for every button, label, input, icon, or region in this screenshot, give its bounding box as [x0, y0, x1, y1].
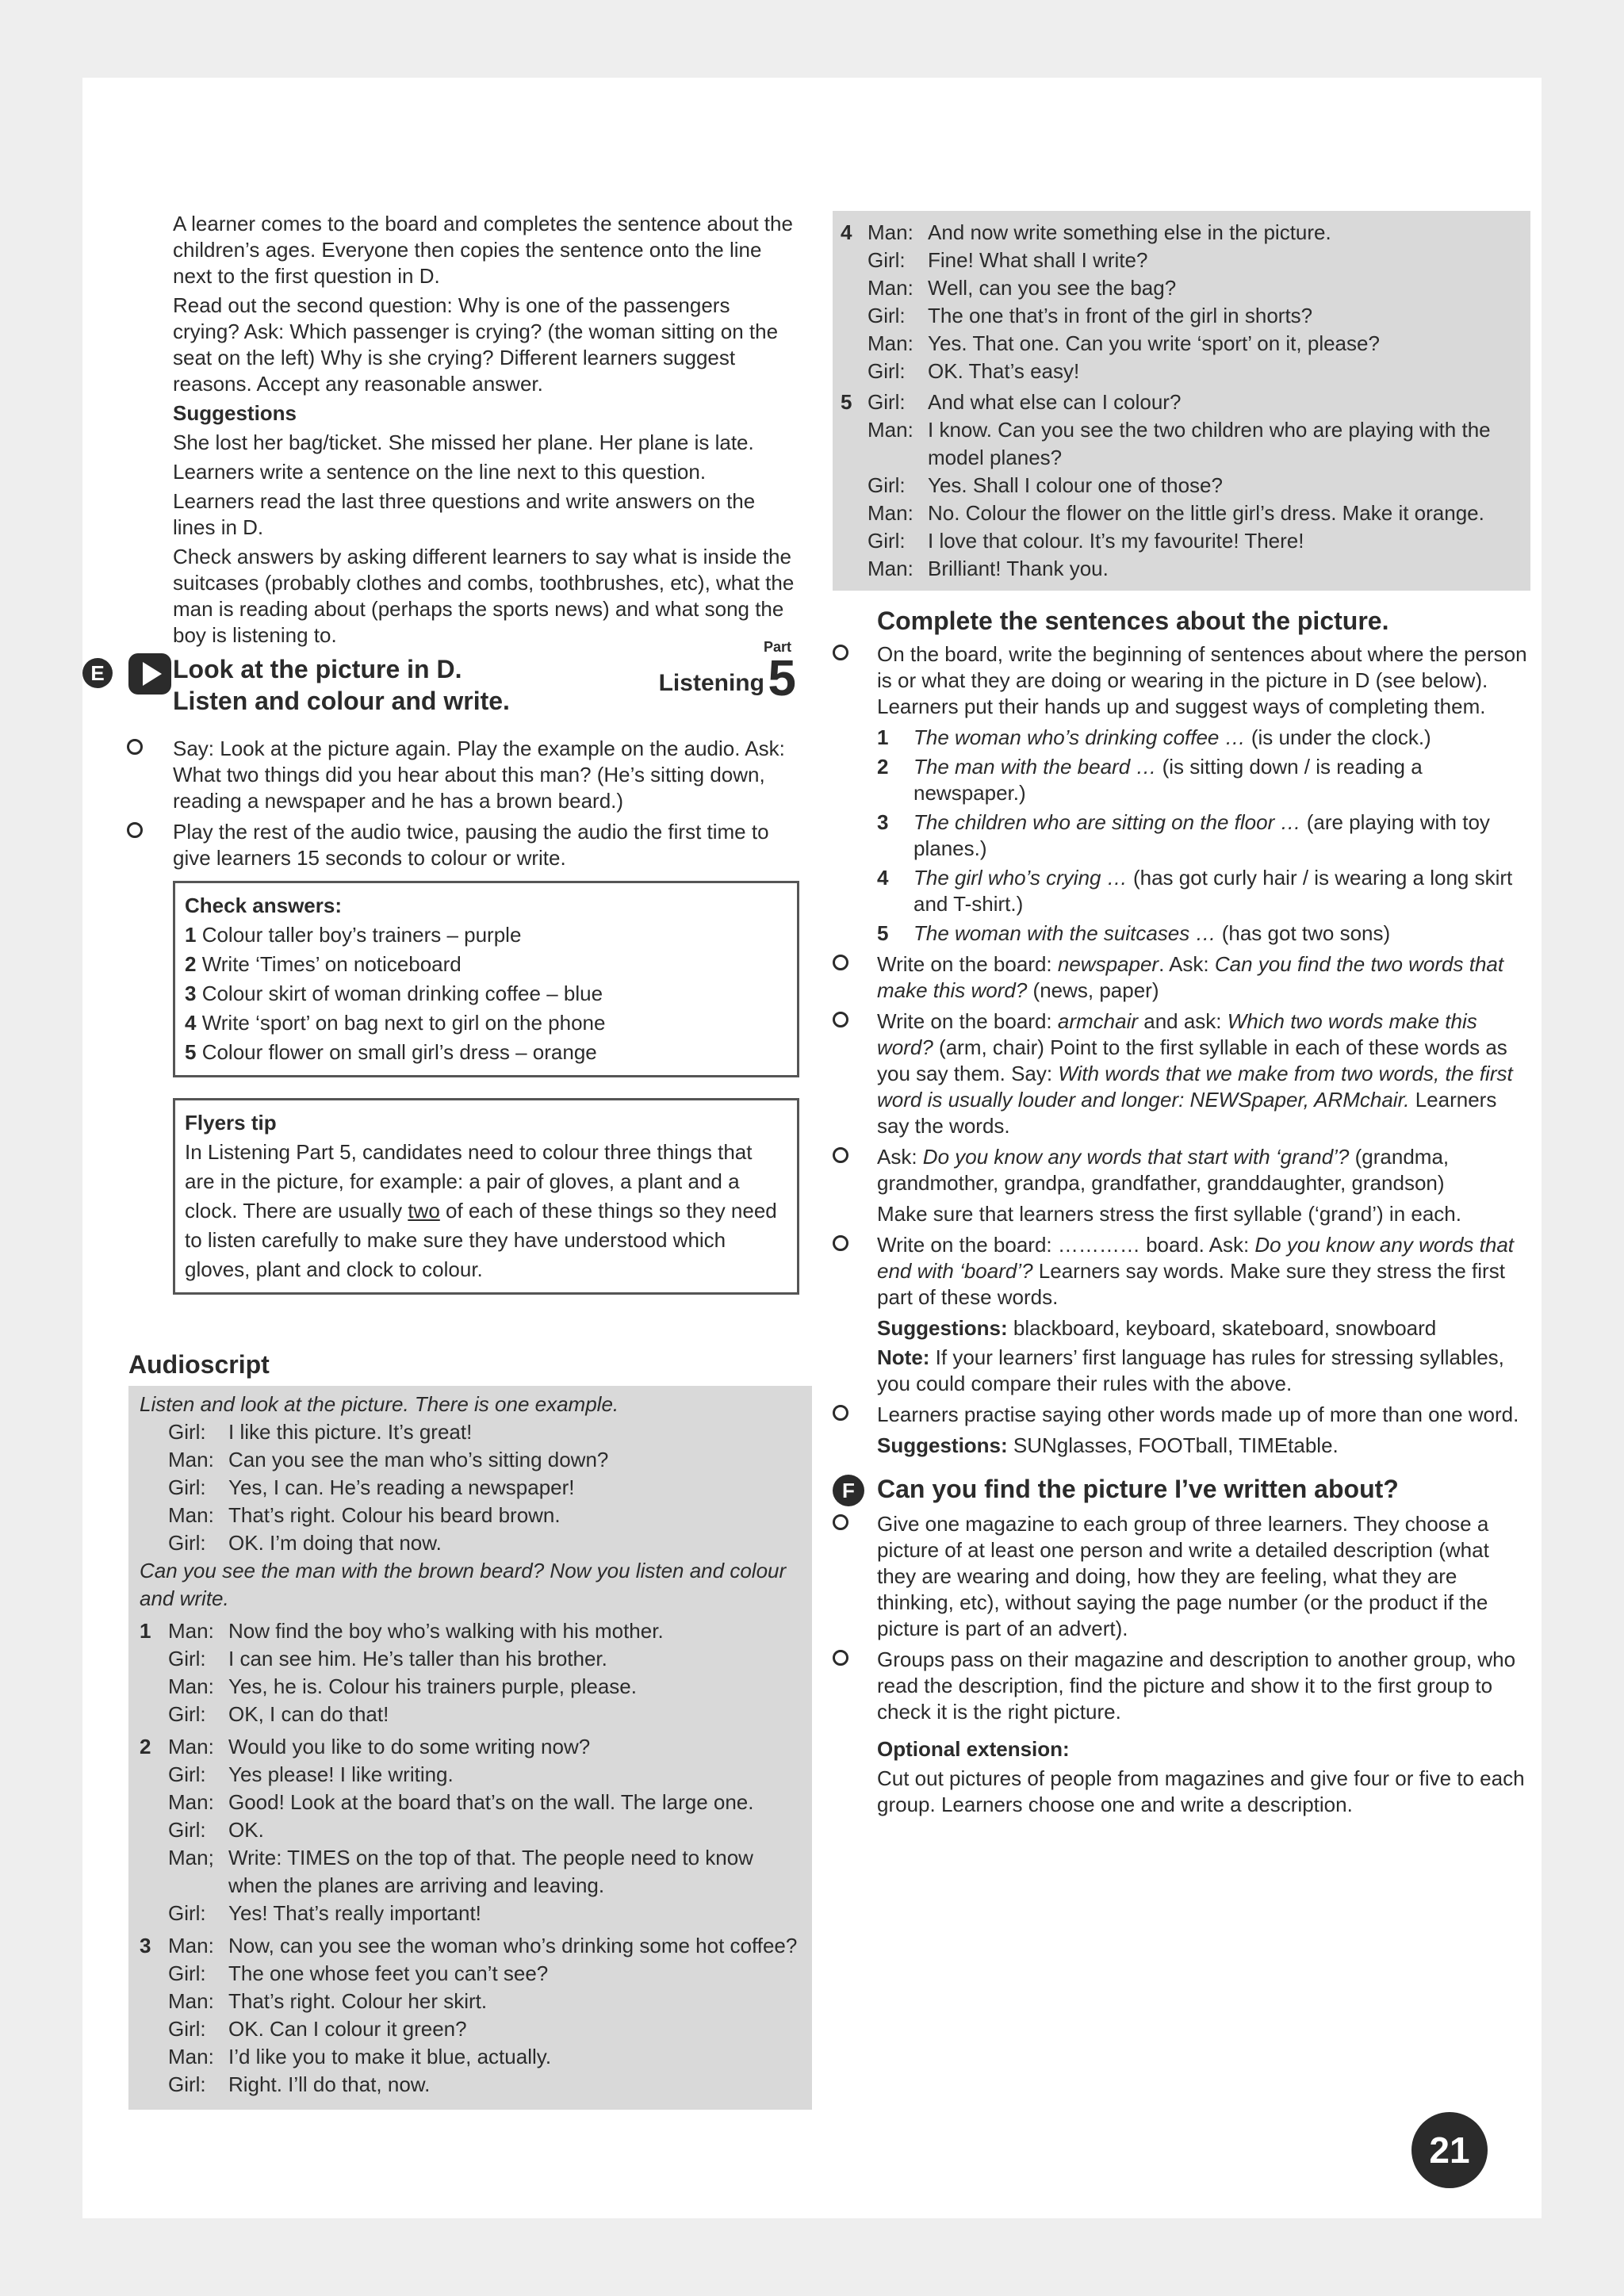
- check-answer-item: [185, 950, 787, 979]
- part-number: 5: [768, 649, 796, 706]
- speaker-label: Girl:: [868, 304, 906, 327]
- check-answer-number: 1: [185, 923, 197, 947]
- bullet-icon: [833, 1012, 848, 1027]
- dialogue-number: [140, 2071, 168, 2099]
- dialogue-number: [140, 1529, 168, 1557]
- page-number: 21: [1411, 2112, 1488, 2188]
- instruction-bullet: Write on the board: ………… board. Ask: Do you know any words that end with ‘board’? Learners say words. Make sure they stress the first part of these words.: [833, 1232, 1530, 1311]
- dialogue-text: Would you like to do some writing now?: [228, 1735, 591, 1758]
- instruction-bullet: Groups pass on their magazine and description to another group, who read the description, find the picture and show it to the first group to check it is the right picture.: [833, 1647, 1530, 1725]
- dialogue-number: [841, 555, 868, 583]
- sentence-item: [877, 809, 1530, 862]
- dialogue-line: [841, 330, 1522, 358]
- dialogue-text: I like this picture. It’s great!: [228, 1420, 473, 1444]
- instruction-bullet: Say: Look at the picture again. Play the example on the audio. Ask: What two things did you hear about this man? (He’s sitting down, reading a newspaper and he has a brown beard.): [82, 736, 796, 814]
- speaker-label: Man:: [168, 1934, 214, 1957]
- dialogue-text: OK.: [228, 1818, 264, 1842]
- dialogue-line: [140, 1529, 802, 1557]
- dialogue-text: I can see him. He’s taller than his brother.: [228, 1647, 607, 1670]
- check-answer-text: Colour taller boy’s trainers – purple: [196, 923, 522, 947]
- dialogue-line: [140, 1960, 802, 1988]
- dialogue-line: [140, 2071, 802, 2099]
- dialogue-number: [841, 416, 868, 472]
- audioscript-continued: [833, 211, 1530, 591]
- check-answer-text: Colour skirt of woman drinking coffee – blue: [196, 982, 603, 1005]
- speaker-label: Girl:: [168, 1531, 206, 1555]
- optional-extension-label: Optional extension:: [877, 1737, 1070, 1761]
- dialogue-number: [140, 1960, 168, 1988]
- speaker-label: Man:: [168, 1989, 214, 2013]
- instruction-bullet: Play the rest of the audio twice, pausing the audio the first time to give learners 15 seconds to colour or write.: [82, 819, 796, 871]
- stress-note: Make sure that learners stress the first syllable (‘grand’) in each.: [877, 1202, 1461, 1226]
- speaker-label: Girl:: [168, 1475, 206, 1499]
- dialogue-number: [841, 330, 868, 358]
- speaker-label: Girl:: [168, 1762, 206, 1786]
- dialogue-text: Can you see the man who’s sitting down?: [228, 1448, 609, 1471]
- speaker-label: Man:: [868, 220, 914, 244]
- dialogue-text: Yes, I can. He’s reading a newspaper!: [228, 1475, 575, 1499]
- dialogue-line: [841, 219, 1522, 247]
- sentence-text: The man with the beard … (is sitting down / is reading a newspaper.): [914, 755, 1423, 805]
- part-small-label: Part: [763, 639, 791, 655]
- dialogue-text: Right. I’ll do that, now.: [228, 2072, 431, 2096]
- check-answers-title: Check answers:: [185, 894, 342, 917]
- dialogue-number: 1: [140, 1619, 151, 1643]
- instruction-paragraph: Learners write a sentence on the line next to this question.: [173, 460, 707, 484]
- speaker-label: Girl:: [868, 529, 906, 553]
- sentence-number: 5: [877, 921, 889, 945]
- dialogue-line: [140, 1932, 802, 1960]
- bullet-icon: [127, 739, 143, 755]
- dialogue-block: [841, 388, 1522, 583]
- instruction-bullet: Ask: Do you know any words that start with ‘grand’? (grandma, grandmother, grandpa, grandfather, granddaughter, grandson): [833, 1144, 1530, 1196]
- bullet-icon: [833, 1405, 848, 1421]
- dialogue-block: [841, 219, 1522, 385]
- dialogue-line: [841, 358, 1522, 385]
- dialogue-number: [140, 1673, 168, 1701]
- dialogue-text: OK. I’m doing that now.: [228, 1531, 442, 1555]
- section-e-title: Look at the picture in D.: [173, 655, 462, 683]
- check-answer-number: 5: [185, 1040, 197, 1064]
- audioscript-box: [128, 1386, 812, 2110]
- dialogue-text: The one that’s in front of the girl in shorts?: [928, 304, 1313, 327]
- right-column: [833, 211, 1530, 1821]
- bullet-icon: [833, 1514, 848, 1530]
- speaker-label: Girl:: [168, 1647, 206, 1670]
- dialogue-number: [841, 274, 868, 302]
- speaker-label: Man:: [868, 418, 914, 442]
- bullet-icon: [833, 1650, 848, 1666]
- dialogue-text: OK. Can I colour it green?: [228, 2017, 467, 2041]
- check-answer-number: 4: [185, 1011, 197, 1035]
- check-answer-number: 3: [185, 982, 197, 1005]
- speaker-label: Girl:: [868, 248, 906, 272]
- dialogue-number: [140, 1900, 168, 1927]
- dialogue-line: [841, 388, 1522, 416]
- dialogue-text: Yes. Shall I colour one of those?: [928, 473, 1223, 497]
- bullet-icon: [833, 1147, 848, 1163]
- dialogue-line: [841, 274, 1522, 302]
- sentence-text: The girl who’s crying … (has got curly hair / is wearing a long skirt and T-shirt.): [914, 866, 1513, 916]
- note-line: Note: If your learners’ first language has rules for stressing syllables, you could compare their rules with the above.: [877, 1345, 1504, 1395]
- dialogue-number: [140, 1844, 168, 1900]
- dialogue-number: [841, 302, 868, 330]
- audioscript-intro-2: Can you see the man with the brown beard? Now you listen and colour and write.: [140, 1559, 787, 1610]
- dialogue-text: Yes! That’s really important!: [228, 1901, 481, 1925]
- sentence-item: [877, 865, 1530, 917]
- dialogue-text: Brilliant! Thank you.: [928, 557, 1109, 580]
- sentence-list: [877, 725, 1530, 947]
- dialogue-block: [140, 1733, 802, 1927]
- check-answers-box: [173, 881, 799, 1077]
- dialogue-line: [140, 1844, 802, 1900]
- dialogue-line: [140, 2015, 802, 2043]
- flyers-tip-box: [173, 1098, 799, 1295]
- sentence-number: 3: [877, 810, 889, 834]
- dialogue-text: Yes please! I like writing.: [228, 1762, 454, 1786]
- dialogue-text: Yes. That one. Can you write ‘sport’ on it, please?: [928, 331, 1380, 355]
- sentence-item: [877, 920, 1530, 947]
- dialogue-block: [140, 1617, 802, 1728]
- dialogue-text: OK. That’s easy!: [928, 359, 1080, 383]
- dialogue-number: [841, 472, 868, 499]
- dialogue-text: OK, I can do that!: [228, 1702, 389, 1726]
- dialogue-number: [140, 1988, 168, 2015]
- instruction-paragraph: Learners read the last three questions and write answers on the lines in D.: [173, 489, 756, 539]
- flyers-tip-text: In Listening Part 5, candidates need to colour three things that are in the picture, for example: a pair of gloves, a plant and a clock. There are usually two of each of these things so they need to listen carefully to make sure they have understood which gloves, plant and clock to colour.: [185, 1140, 777, 1281]
- sentence-item: [877, 754, 1530, 806]
- sentence-number: 1: [877, 725, 889, 749]
- dialogue-text: Well, can you see the bag?: [928, 276, 1177, 300]
- section-f-badge: F: [833, 1475, 864, 1506]
- dialogue-line: [140, 1900, 802, 1927]
- dialogue-line: [140, 1733, 802, 1761]
- speaker-label: Man:: [168, 1619, 214, 1643]
- check-answer-item: [185, 1038, 787, 1067]
- speaker-label: Man;: [168, 1846, 214, 1869]
- instruction-bullet: Give one magazine to each group of three learners. They choose a picture of at least one person and write a detailed description (what they are wearing and doing, how they are feeling, what they are thinking, etc), without saying the page number (or the product if the picture is part of an advert).: [833, 1511, 1530, 1642]
- dialogue-block: [140, 1932, 802, 2099]
- speaker-label: Girl:: [868, 473, 906, 497]
- dialogue-text: Now, can you see the woman who’s drinking some hot coffee?: [228, 1934, 798, 1957]
- dialogue-line: [841, 499, 1522, 527]
- dialogue-line: [140, 1761, 802, 1789]
- dialogue-line: [140, 1701, 802, 1728]
- speaker-label: Girl:: [168, 2072, 206, 2096]
- speaker-label: Girl:: [868, 359, 906, 383]
- check-answer-text: Colour flower on small girl’s dress – orange: [196, 1040, 597, 1064]
- dialogue-line: [140, 1645, 802, 1673]
- check-answer-number: 2: [185, 952, 197, 976]
- dialogue-line: [841, 555, 1522, 583]
- dialogue-text: Now find the boy who’s walking with his mother.: [228, 1619, 664, 1643]
- dialogue-number: [841, 499, 868, 527]
- dialogue-line: [140, 1474, 802, 1502]
- dialogue-line: [140, 1789, 802, 1816]
- audioscript-dialogues: [140, 1617, 802, 2099]
- dialogue-line: [140, 1617, 802, 1645]
- dialogue-number: 2: [140, 1735, 151, 1758]
- dialogue-number: [140, 1789, 168, 1816]
- speaker-label: Girl:: [168, 1901, 206, 1925]
- dialogue-text: That’s right. Colour his beard brown.: [228, 1503, 561, 1527]
- instruction-paragraph: Check answers by asking different learners to say what is inside the suitcases (probably clothes and combs, toothbrushes, etc), what the man is reading about (perhaps the sports news) and what song the boy is listening to.: [173, 545, 795, 647]
- speaker-label: Man:: [168, 1674, 214, 1698]
- suggestions-line: Suggestions: blackboard, keyboard, skateboard, snowboard: [877, 1316, 1437, 1340]
- dialogue-line: [140, 1673, 802, 1701]
- speaker-label: Girl:: [168, 1818, 206, 1842]
- speaker-label: Man:: [868, 276, 914, 300]
- suggestions-label: Suggestions: [173, 401, 297, 425]
- dialogue-number: [140, 1761, 168, 1789]
- section-f-title: Can you find the picture I’ve written about?: [877, 1475, 1399, 1503]
- suggestions-text: She lost her bag/ticket. She missed her plane. Her plane is late.: [173, 430, 754, 454]
- speaker-label: Girl:: [168, 1702, 206, 1726]
- audioscript-intro: Listen and look at the picture. There is one example.: [140, 1392, 619, 1416]
- check-answer-item: [185, 1008, 787, 1038]
- second-question-paragraph: Read out the second question: Why is one of the passengers crying? Ask: Which passenger is crying? (the woman sitting on the seat on the left) Why is she crying? Different learners suggest reasons. Accept any reasonable answer.: [173, 293, 779, 396]
- instruction-bullet: Write on the board: newspaper. Ask: Can you find the two words that make this word? (news, paper): [833, 951, 1530, 1004]
- dialogue-number: [140, 1816, 168, 1844]
- instruction-bullet: Learners practise saying other words made up of more than one word.: [833, 1402, 1530, 1428]
- speaker-label: Girl:: [168, 2017, 206, 2041]
- dialogue-text: Write: TIMES on the top of that. The people need to know when the planes are arriving and leaving.: [228, 1846, 753, 1897]
- dialogue-line: [841, 302, 1522, 330]
- dialogue-text: No. Colour the flower on the little girl’s dress. Make it orange.: [928, 501, 1484, 525]
- instruction-bullet: On the board, write the beginning of sentences about where the person is or what they are doing or wearing in the picture in D (see below). Learners put their hands up and suggest ways of completing them.: [833, 641, 1530, 720]
- section-e-subtitle: Listen and colour and write.: [173, 687, 510, 715]
- dialogue-number: [841, 358, 868, 385]
- dialogue-number: [140, 1418, 168, 1446]
- sentence-number: 4: [877, 866, 889, 890]
- dialogue-text: That’s right. Colour her skirt.: [228, 1989, 488, 2013]
- dialogue-number: 3: [140, 1934, 151, 1957]
- dialogue-number: [140, 1502, 168, 1529]
- check-answer-item: [185, 979, 787, 1008]
- instruction-bullet: Write on the board: armchair and ask: Which two words make this word? (arm, chair) Point to the first syllable in each of these words as you say them. Say: With words that we make from two words, the first word is usually louder and longer: NEWSpaper, ARMchair. Learners say the words.: [833, 1008, 1530, 1139]
- listening-part-label: [658, 639, 796, 706]
- bullet-icon: [127, 822, 143, 838]
- dialogue-line: [140, 2043, 802, 2071]
- play-icon[interactable]: [128, 653, 171, 695]
- dialogue-number: [140, 1474, 168, 1502]
- dialogue-number: [140, 2015, 168, 2043]
- speaker-label: Man:: [868, 501, 914, 525]
- optional-extension-text: Cut out pictures of people from magazines and give four or five to each group. Learners choose one and write a description.: [877, 1766, 1525, 1816]
- bullet-icon: [833, 1235, 848, 1251]
- check-answers-list: [185, 920, 787, 1067]
- dialogue-line: [140, 1446, 802, 1474]
- speaker-label: Man:: [168, 1790, 214, 1814]
- dialogue-text: And now write something else in the picture.: [928, 220, 1331, 244]
- check-answer-item: [185, 920, 787, 950]
- dialogue-line: [140, 1816, 802, 1844]
- dialogue-number: [841, 527, 868, 555]
- dialogue-number: [140, 2043, 168, 2071]
- complete-sentences-heading: Complete the sentences about the picture.: [877, 607, 1389, 635]
- speaker-label: Man:: [168, 2045, 214, 2068]
- dialogue-number: [841, 247, 868, 274]
- dialogue-number: [140, 1645, 168, 1673]
- dialogue-line: [841, 472, 1522, 499]
- sentence-text: The woman with the suitcases … (has got two sons): [914, 921, 1391, 945]
- listening-label: Listening: [658, 670, 764, 696]
- sentence-item: [877, 725, 1530, 751]
- audioscript-heading: Audioscript: [128, 1350, 270, 1379]
- check-answer-text: Write ‘sport’ on bag next to girl on the phone: [196, 1011, 606, 1035]
- bullet-icon: [833, 645, 848, 660]
- suggestions-line: Suggestions: SUNglasses, FOOTball, TIMEtable.: [877, 1433, 1339, 1457]
- dialogue-text: Good! Look at the board that’s on the wall. The large one.: [228, 1790, 754, 1814]
- dialogue-text: I’d like you to make it blue, actually.: [228, 2045, 552, 2068]
- dialogue-number: [140, 1701, 168, 1728]
- dialogue-line: [140, 1418, 802, 1446]
- intro-paragraph: A learner comes to the board and completes the sentence about the children’s ages. Everyone then copies the sentence onto the line next to the first question in D.: [173, 212, 793, 288]
- flyers-tip-title: Flyers tip: [185, 1111, 277, 1135]
- sentence-number: 2: [877, 755, 889, 779]
- dialogue-line: [140, 1988, 802, 2015]
- dialogue-text: The one whose feet you can’t see?: [228, 1961, 549, 1985]
- dialogue-number: 5: [841, 390, 852, 414]
- dialogue-line: [841, 247, 1522, 274]
- example-dialogue: [140, 1418, 802, 1557]
- dialogue-text: I know. Can you see the two children who are playing with the model planes?: [928, 418, 1491, 469]
- speaker-label: Man:: [868, 557, 914, 580]
- dialogue-number: 4: [841, 220, 852, 244]
- sentence-text: The children who are sitting on the floor … (are playing with toy planes.): [914, 810, 1490, 860]
- dialogue-text: Fine! What shall I write?: [928, 248, 1148, 272]
- speaker-label: Man:: [168, 1448, 214, 1471]
- section-f-header: [833, 1473, 1530, 1505]
- speaker-label: Man:: [168, 1735, 214, 1758]
- speaker-label: Man:: [868, 331, 914, 355]
- dialogue-line: [841, 527, 1522, 555]
- check-answer-text: Write ‘Times’ on noticeboard: [196, 952, 462, 976]
- speaker-label: Girl:: [168, 1420, 206, 1444]
- speaker-label: Man:: [168, 1503, 214, 1527]
- dialogue-text: Yes, he is. Colour his trainers purple, please.: [228, 1674, 637, 1698]
- bullet-icon: [833, 955, 848, 970]
- speaker-label: Girl:: [168, 1961, 206, 1985]
- dialogue-text: And what else can I colour?: [928, 390, 1182, 414]
- dialogue-text: I love that colour. It’s my favourite! There!: [928, 529, 1304, 553]
- left-column: [82, 211, 796, 2110]
- section-e-badge: E: [82, 658, 113, 688]
- dialogue-number: [140, 1446, 168, 1474]
- dialogue-line: [841, 416, 1522, 472]
- sentence-text: The woman who’s drinking coffee … (is under the clock.): [914, 725, 1431, 749]
- section-e-header: [82, 639, 796, 725]
- speaker-label: Girl:: [868, 390, 906, 414]
- dialogue-line: [140, 1502, 802, 1529]
